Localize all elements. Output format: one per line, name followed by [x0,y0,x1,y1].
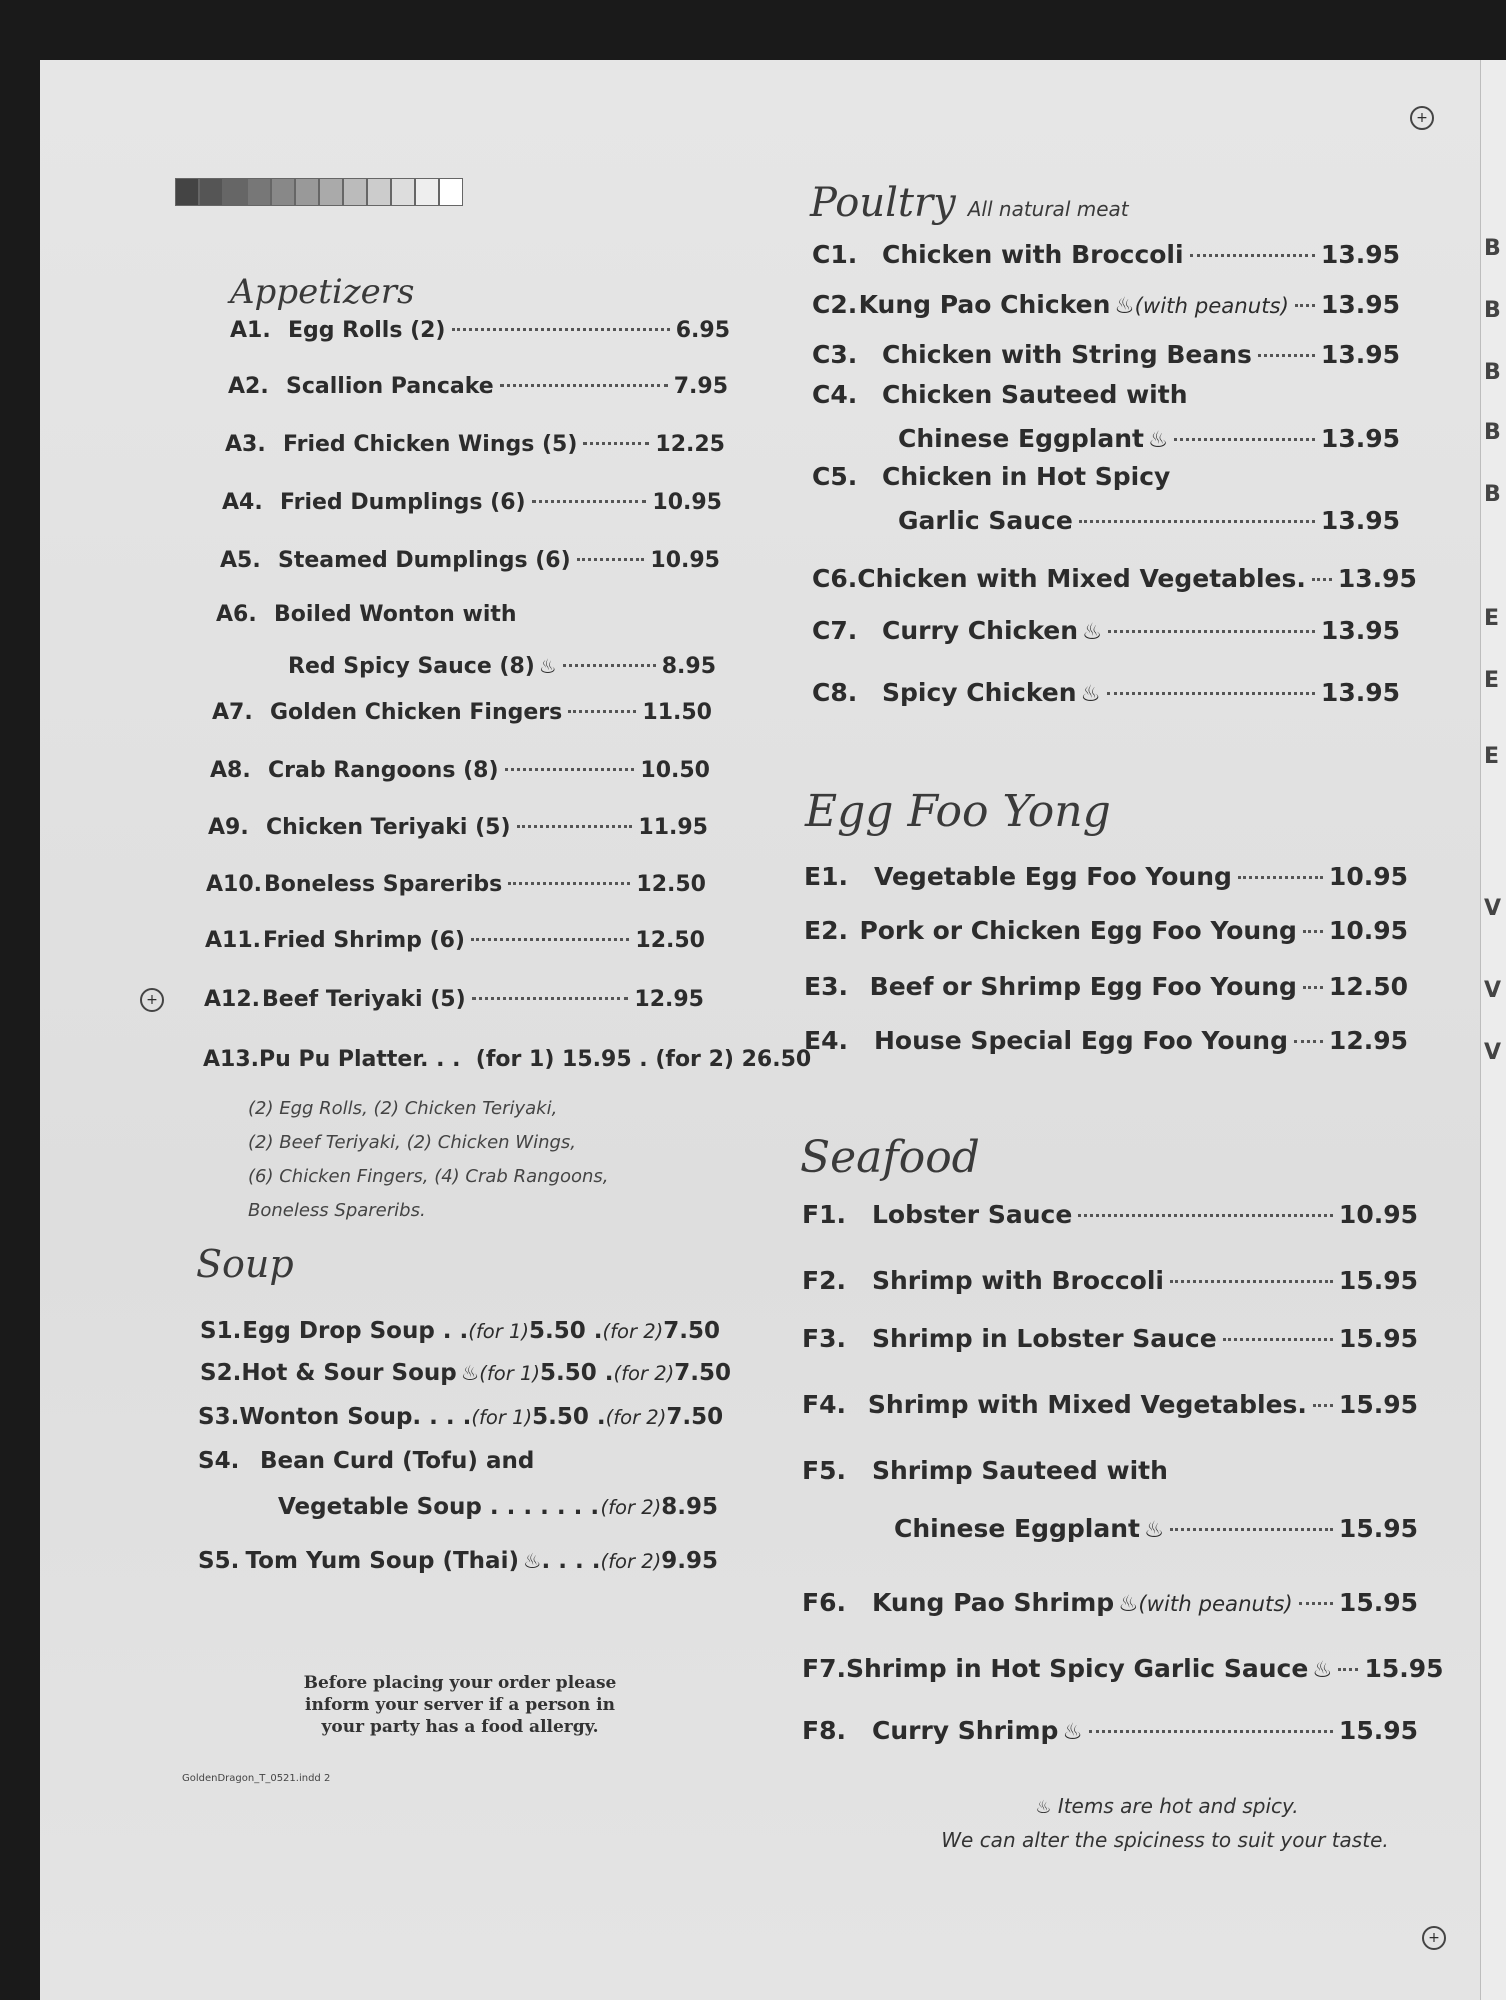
item-name: Wonton Soup. . . . [239,1404,472,1430]
item-note: (with peanuts) [1138,1592,1293,1617]
item-code: C2. [812,290,858,319]
item-price: 12.95 [634,987,704,1012]
leader-dots [1313,1404,1333,1407]
poultry-item [812,616,1400,645]
appetizer-item [216,602,716,627]
item-price: 7.95 [673,374,728,399]
item-name: Shrimp Sauteed with [872,1456,1168,1485]
item-name: Tom Yum Soup (Thai) [245,1548,519,1574]
seafood-item [802,1716,1418,1745]
pepper-icon: ♨ [1035,1797,1052,1818]
item-price: 11.50 [642,700,712,725]
edge-letter: B [1484,482,1501,507]
item-name: Shrimp in Lobster Sauce [872,1324,1217,1353]
item-name: Egg Rolls (2) [288,318,446,343]
item-price: 13.95 [1320,424,1400,453]
pepper-icon: ♨ [522,1549,542,1573]
item-name-continued: Vegetable Soup . . . . . . . [278,1494,600,1520]
poultry-item [812,564,1417,593]
item-code: A6. [216,602,257,627]
leader-dots [568,710,636,713]
edge-letter: V [1484,1040,1502,1065]
appetizer-item [228,374,728,399]
leader-dots [452,328,670,331]
leader-dots [1299,1602,1333,1605]
item-name: Curry Chicken [882,616,1079,645]
poultry-title [810,180,1129,226]
appetizer-item [204,987,704,1012]
item-price: 10.95 [1328,916,1408,945]
item-name: Fried Shrimp (6) [263,928,465,953]
poultry-item-continued [898,424,1400,453]
poultry-title-text: Poultry [810,180,956,226]
item-price: 5.50 . [529,1318,603,1344]
item-name: Chicken in Hot Spicy [882,462,1171,491]
platter-line: Boneless Spareribs. [248,1200,426,1221]
item-name: Crab Rangoons (8) [268,758,499,783]
item-code: A8. [210,758,251,783]
printer-color-bar [175,178,463,206]
spicy-legend [930,1790,1400,1856]
item-price: 15.95 [1338,1266,1418,1295]
appetizer-item [210,758,710,783]
pepper-icon: ♨ [1312,1657,1333,1683]
appetizer-item [222,490,722,515]
item-name: Boiled Wonton with [274,602,517,627]
platter-line: (2) Beef Teriyaki, (2) Chicken Wings, [248,1132,577,1153]
item-code: C8. [812,678,858,707]
pepper-icon: ♨ [1118,1591,1139,1617]
item-code: C5. [812,462,858,491]
item-name-continued: Chinese Eggplant [894,1514,1140,1543]
leader-dots [532,500,647,503]
poultry-item [812,240,1400,269]
allergy-note: Before placing your order please inform your server if a person in your party has a food allergy. [303,1673,617,1737]
leader-dots [1107,692,1315,695]
portion-label: (for 2) [602,1320,664,1343]
registration-mark-icon: + [1422,1926,1446,1950]
item-name: Hot & Sour Soup [241,1360,457,1386]
item-code: C3. [812,340,858,369]
seafood-item [802,1588,1418,1617]
item-name: Chicken Teriyaki (5) [266,815,511,840]
item-name-continued: Chinese Eggplant [898,424,1144,453]
item-name: Golden Chicken Fingers [270,700,563,725]
pepper-icon: ♨ [538,655,557,678]
appetizer-item [212,700,712,725]
item-code: C7. [812,616,858,645]
appetizer-item [203,1047,812,1072]
item-name: House Special Egg Foo Young [874,1026,1288,1055]
edge-letter: E [1484,668,1500,693]
item-code: F5. [802,1456,846,1485]
edge-letter: V [1484,978,1502,1003]
item-price: 10.95 [1328,862,1408,891]
item-code: S4. [198,1448,240,1474]
edge-letter: B [1484,360,1501,385]
poultry-item [812,462,1400,491]
leader-dots: . . . . [541,1548,601,1574]
item-price: 12.25 [655,432,725,457]
item-code: S5. [198,1548,240,1574]
item-code: C4. [812,380,858,409]
item-price: 11.95 [638,815,708,840]
item-price: 13.95 [1337,564,1417,593]
item-price: 13.95 [1320,616,1400,645]
leader-dots [472,997,629,1000]
poultry-item [812,290,1400,319]
item-name: Shrimp in Hot Spicy Garlic Sauce [845,1654,1309,1683]
seafood-item [802,1324,1418,1353]
leader-dots [1295,304,1315,307]
leader-dots [1223,1338,1333,1341]
poultry-item-continued [898,506,1400,535]
item-name-continued: Red Spicy Sauce (8) [288,654,535,679]
item-price: 6.95 [675,318,730,343]
seafood-item-continued [894,1514,1418,1543]
leader-dots [1338,1668,1358,1671]
soup-title: Soup [196,1242,294,1286]
spicy-note-line2: We can alter the spiciness to suit your taste. [941,1828,1389,1852]
platter-line: (6) Chicken Fingers, (4) Crab Rangoons, [248,1166,609,1187]
leader-dots [505,768,635,771]
leader-dots [1312,578,1332,581]
item-code: A12. [204,987,260,1012]
item-code: A13. [203,1047,259,1072]
item-code: A10. [206,872,262,897]
poultry-item [812,678,1400,707]
item-code: A7. [212,700,253,725]
appetizer-item [220,548,720,573]
item-price: 8.95 [661,1494,718,1520]
leader-dots [1170,1528,1333,1531]
item-name: Steamed Dumplings (6) [278,548,571,573]
item-price: 12.50 [1328,972,1408,1001]
spicy-note-line1: Items are hot and spicy. [1057,1794,1299,1818]
item-code: A1. [230,318,271,343]
pepper-icon: ♨ [1062,1719,1083,1745]
item-price-options: (for 1) 15.95 . (for 2) 26.50 [460,1047,812,1072]
egg-foo-young-item [804,862,1408,891]
item-name: Fried Dumplings (6) [280,490,526,515]
item-price: 15.95 [1338,1390,1418,1419]
registration-mark-icon: + [1410,106,1434,130]
leader-dots [517,825,633,828]
item-price: 15.95 [1364,1654,1444,1683]
appetizer-item [208,815,708,840]
leader-dots [1190,254,1315,257]
leader-dots [577,558,645,561]
item-name: Shrimp with Broccoli [872,1266,1164,1295]
leader-dots [1303,986,1323,989]
seafood-item [802,1390,1418,1419]
pepper-icon: ♨ [1114,293,1135,319]
seafood-item [802,1456,1418,1485]
item-name: Pu Pu Platter. . . [259,1047,461,1072]
item-code: E2. [804,916,848,945]
item-price: 15.95 [1338,1324,1418,1353]
item-code: A2. [228,374,269,399]
edge-letter: B [1484,420,1501,445]
portion-label: (for 1) [468,1320,530,1343]
soup-item [198,1404,724,1430]
portion-label: (for 2) [600,1550,662,1573]
leader-dots [583,442,649,445]
seafood-item [802,1266,1418,1295]
portion-label: (for 1) [479,1362,541,1385]
leader-dots [1174,438,1315,441]
edge-letter: B [1484,298,1501,323]
item-code: A3. [225,432,266,457]
item-code: E4. [804,1026,848,1055]
item-code: C1. [812,240,858,269]
egg-foo-young-title: Egg Foo Yong [805,786,1111,837]
item-price: 13.95 [1320,506,1400,535]
item-code: F3. [802,1324,846,1353]
soup-item [200,1360,731,1386]
item-code: F6. [802,1588,846,1617]
item-name: Kung Pao Chicken [858,290,1111,319]
portion-label: (for 2) [613,1362,675,1385]
item-name: Chicken with Broccoli [882,240,1184,269]
item-code: F4. [802,1390,846,1419]
leader-dots [508,882,630,885]
item-name: Scallion Pancake [286,374,494,399]
edge-letter: V [1484,896,1502,921]
item-price: 13.95 [1320,340,1400,369]
item-price: 12.95 [1328,1026,1408,1055]
platter-line: (2) Egg Rolls, (2) Chicken Teriyaki, [248,1098,558,1119]
appetizer-item [205,928,705,953]
edge-letter: B [1484,236,1501,261]
poultry-item [812,340,1400,369]
item-price: 5.50 . [540,1360,614,1386]
item-price: 10.50 [640,758,710,783]
appetizer-item [230,318,730,343]
item-name: Lobster Sauce [872,1200,1073,1229]
item-note: (with peanuts) [1134,294,1289,319]
item-price: 15.95 [1338,1514,1418,1543]
seafood-item [802,1200,1418,1229]
item-name: Chicken with String Beans [882,340,1252,369]
item-price: 15.95 [1338,1588,1418,1617]
leader-dots [563,664,656,667]
leader-dots [471,938,629,941]
leader-dots [1303,930,1323,933]
item-code: A11. [205,928,261,953]
item-name: Shrimp with Mixed Vegetables. [867,1390,1307,1419]
item-name: Fried Chicken Wings (5) [283,432,578,457]
item-name-continued: Garlic Sauce [898,506,1073,535]
leader-dots [1108,630,1315,633]
item-price: 10.95 [650,548,720,573]
appetizer-item [225,432,725,457]
item-code: S3. [198,1404,240,1430]
item-code: F1. [802,1200,846,1229]
leader-dots [1294,1040,1323,1043]
item-name: Bean Curd (Tofu) and [260,1448,535,1474]
item-code: S1. [200,1318,242,1344]
item-name: Pork or Chicken Egg Foo Young [859,916,1297,945]
leader-dots [1170,1280,1333,1283]
appetizer-item [206,872,706,897]
appetizers-title: Appetizers [230,272,415,312]
portion-label: (for 2) [600,1496,662,1519]
pepper-icon: ♨ [1143,1517,1165,1543]
egg-foo-young-item [804,1026,1408,1055]
registration-mark-icon: + [140,988,164,1012]
item-price: 5.50 . [532,1404,606,1430]
seafood-title: Seafood [800,1132,980,1183]
edge-letter: E [1484,744,1500,769]
item-code: F7. [802,1654,846,1683]
item-price: 7.50 [663,1318,720,1344]
item-price: 12.50 [636,872,706,897]
poultry-subtitle: All natural meat [967,197,1129,221]
item-code: F8. [802,1716,846,1745]
edge-letter: E [1484,606,1500,631]
page-fold [1480,60,1506,2000]
item-price: 9.95 [661,1548,718,1574]
seafood-item [802,1654,1444,1683]
item-code: C6. [812,564,858,593]
file-code: GoldenDragon_T_0521.indd 2 [182,1773,331,1784]
egg-foo-young-item [804,916,1408,945]
item-name: Kung Pao Shrimp [872,1588,1115,1617]
item-price: 8.95 [661,654,716,679]
item-code: A4. [222,490,263,515]
leader-dots [1089,1730,1333,1733]
portion-label: (for 2) [605,1406,667,1429]
item-name: Vegetable Egg Foo Young [874,862,1232,891]
item-code: A9. [208,815,249,840]
pepper-icon: ♨ [460,1361,480,1385]
item-price: 12.50 [635,928,705,953]
item-price: 13.95 [1320,240,1400,269]
item-name: Boneless Spareribs [264,872,503,897]
leader-dots [1238,876,1323,879]
item-price: 13.95 [1320,290,1400,319]
item-price: 10.95 [652,490,722,515]
item-name: Beef Teriyaki (5) [262,987,466,1012]
portion-label: (for 1) [471,1406,533,1429]
pu-pu-platter-description [248,1092,608,1228]
leader-dots [1078,1214,1333,1217]
item-price: 15.95 [1338,1716,1418,1745]
soup-item-continued [278,1494,718,1520]
item-code: A5. [220,548,261,573]
egg-foo-young-item [804,972,1408,1001]
leader-dots [1079,520,1315,523]
item-price: 7.50 [666,1404,724,1430]
leader-dots [1258,354,1315,357]
pepper-icon: ♨ [1082,619,1103,645]
soup-item [198,1548,718,1574]
appetizer-item-continued [288,654,716,679]
item-name: Curry Shrimp [872,1716,1059,1745]
item-price: 7.50 [674,1360,731,1386]
item-name: Egg Drop Soup . . [242,1318,469,1344]
poultry-item [812,380,1400,409]
soup-item [200,1318,720,1344]
pepper-icon: ♨ [1080,681,1101,707]
item-name: Beef or Shrimp Egg Foo Young [869,972,1297,1001]
item-name: Chicken with Mixed Vegetables. [857,564,1306,593]
item-price: 10.95 [1338,1200,1418,1229]
item-code: F2. [802,1266,846,1295]
leader-dots [500,384,668,387]
item-code: S2. [200,1360,242,1386]
item-price: 13.95 [1320,678,1400,707]
item-code: E1. [804,862,848,891]
item-code: E3. [804,972,848,1001]
pepper-icon: ♨ [1147,427,1169,453]
item-name: Spicy Chicken [882,678,1077,707]
soup-item [198,1448,718,1474]
item-name: Chicken Sauteed with [882,380,1188,409]
